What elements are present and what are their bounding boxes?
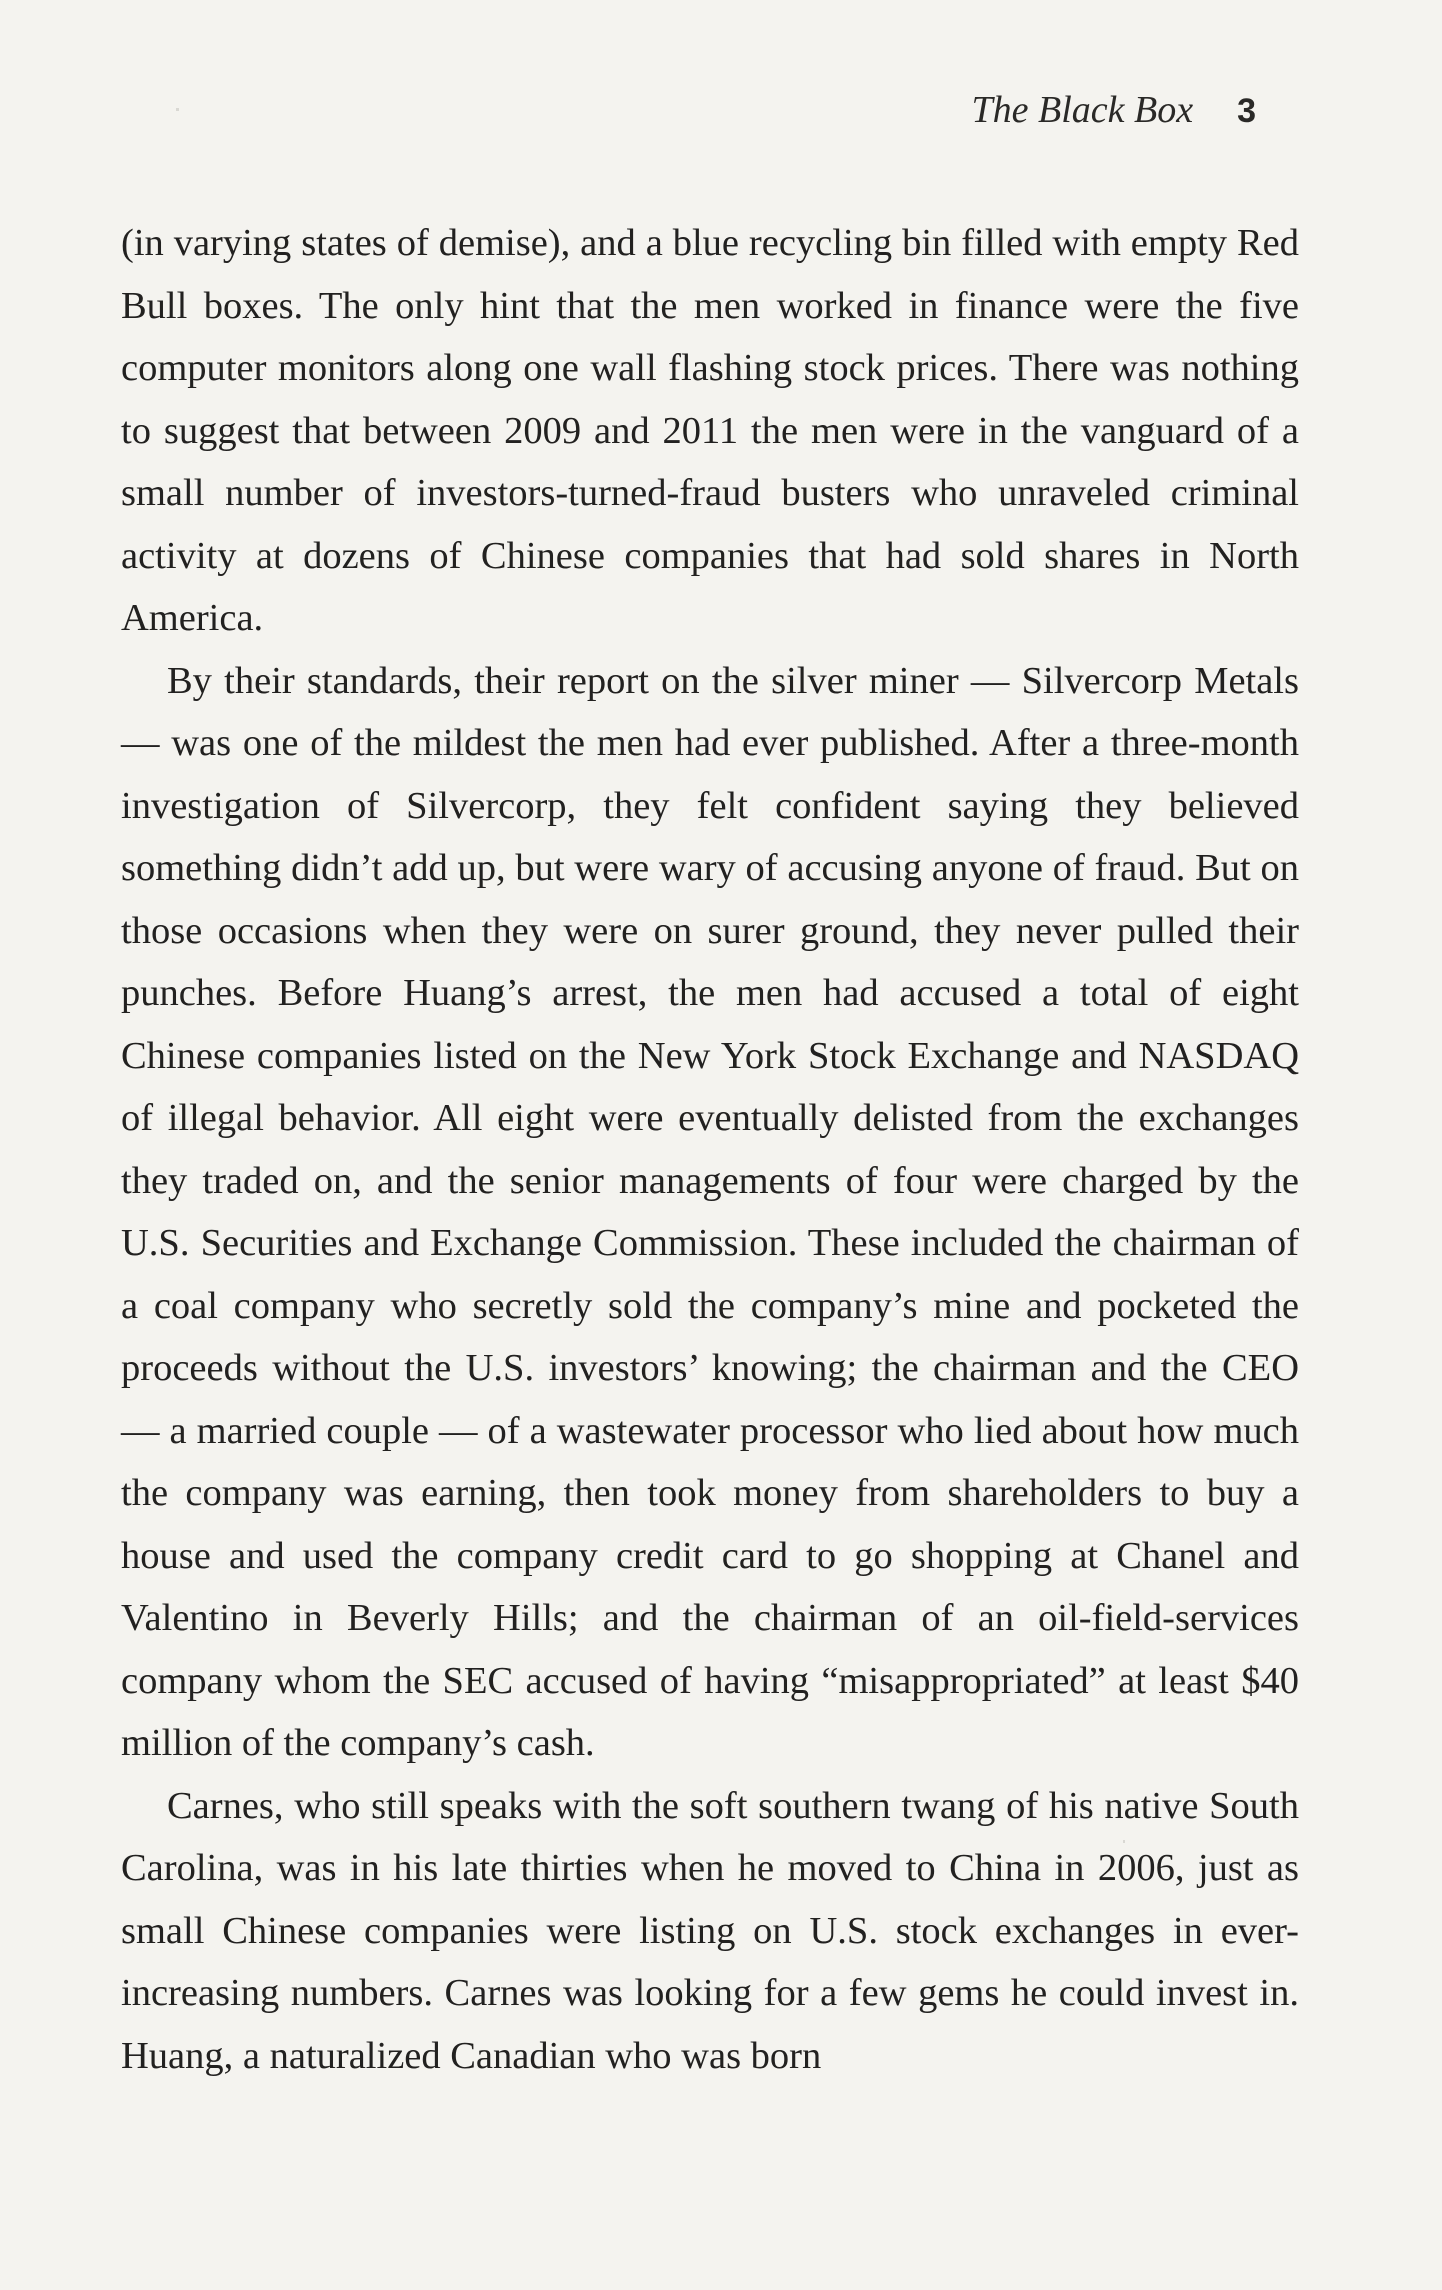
page-number: 3 — [1237, 92, 1256, 130]
running-title: The Black Box — [971, 89, 1194, 131]
paragraph: Carnes, who still speaks with the soft southern twang of his native South Carolina, was in his late thirties when he moved to China in 2006, just as small Chinese companies were listing on U.S. stock exchanges in ever-increasing numbers. Carnes was looking for a few gems he could invest in. Huang, a naturalized Canadian who was born — [121, 1784, 1299, 2077]
body-text — [121, 212, 1299, 2087]
scan-mark — [176, 108, 179, 111]
running-header — [971, 88, 1256, 132]
paragraph: By their standards, their report on the silver miner — Silvercorp Metals — was one of the mildest the men had ever published. After a three-month investigation of Silvercorp, they felt confident saying they believed something didn’t add up, but were wary of accusing anyone of fraud. But on those occasions when they were on surer ground, they never pulled their punches. Before Huang’s arrest, the men had accused a total of eight Chinese companies listed on the New York Stock Exchange and NASDAQ of illegal behavior. All eight were eventually delisted from the exchanges they traded on, and the senior managements of four were charged by the U.S. Securities and Exchange Commission. These included the chairman of a coal company who secretly sold the company’s mine and pocketed the proceeds without the U.S. investors’ knowing; the chairman and the CEO — a married couple — of a wastewater processor who lied about how much the company was earning, then took money from shareholders to buy a house and used the company credit card to go shopping at Chanel and Valentino in Beverly Hills; and the chairman of an oil-field-services company whom the SEC accused of having “misappropriated” at least $40 million of the company’s cash. — [121, 659, 1299, 1764]
paragraph: (in varying states of demise), and a blue recycling bin filled with empty Red Bull boxes. The only hint that the men worked in finance were the five computer monitors along one wall flashing stock prices. There was nothing to suggest that between 2009 and 2011 the men were in the vanguard of a small number of investors-turned-fraud busters who unraveled criminal activity at dozens of Chinese companies that had sold shares in North America. — [121, 222, 1299, 639]
